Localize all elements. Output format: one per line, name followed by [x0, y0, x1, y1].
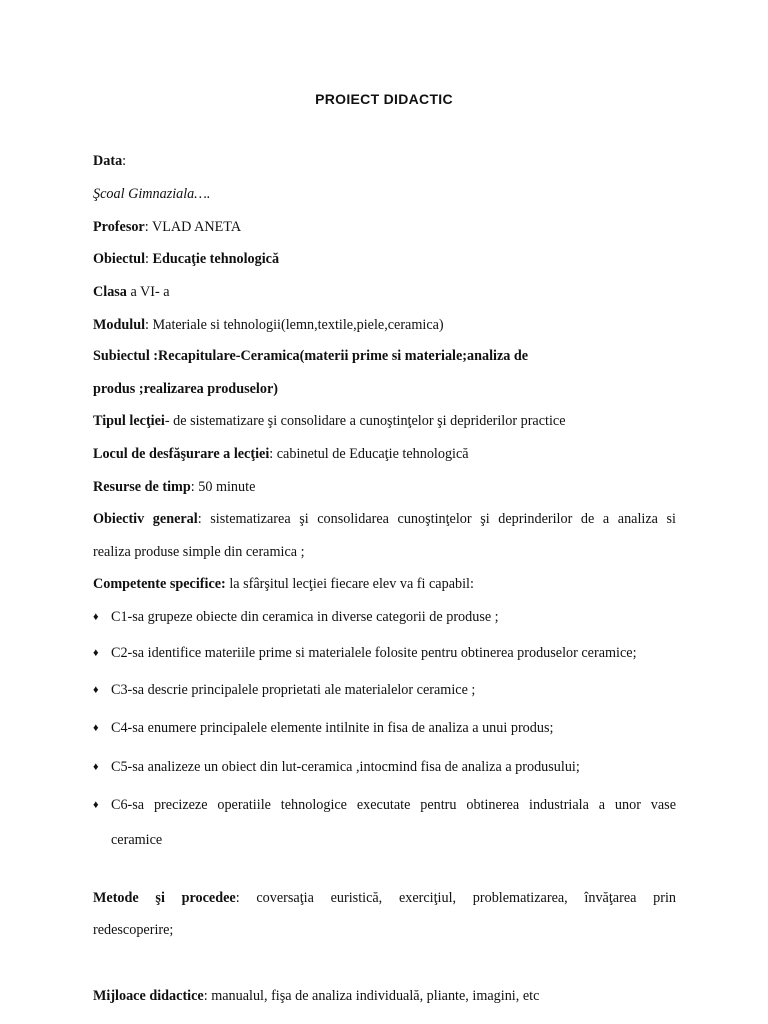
field-locul — [93, 445, 676, 463]
metode-line-2: redescoperire; — [93, 922, 174, 938]
profesor-label: Profesor — [93, 219, 145, 235]
field-obiectul — [93, 250, 676, 268]
modulul-value: : Materiale si tehnologii(lemn,textile,piele,ceramica) — [145, 317, 444, 333]
competence-item: C5-sa analizeze un obiect din lut-ceramica ,intocmind fisa de analiza a produsului; — [111, 759, 580, 775]
field-resurse — [93, 478, 676, 496]
locul-value: : cabinetul de Educaţie tehnologică — [269, 446, 469, 462]
locul-label: Locul de desfăşurare a lecţiei — [93, 446, 270, 462]
field-tipul — [93, 412, 676, 430]
metode-value: : coversaţia euristică, exerciţiul, problematizarea, învăţarea prin — [235, 890, 676, 906]
resurse-value: : 50 minute — [190, 479, 256, 495]
field-mijloace — [93, 987, 676, 1005]
obiectiv-line-1 — [93, 510, 676, 528]
competente-label: Competente specifice: — [93, 576, 226, 592]
tipul-label: Tipul lecţiei — [93, 413, 165, 429]
competence-item: C4-sa enumere principalele elemente intilnite in fisa de analiza a unui produs; — [111, 720, 554, 736]
field-data — [93, 152, 676, 170]
obiectiv-value: : sistematizarea şi consolidarea cunoştinţelor şi deprinderilor de a analiza si — [197, 511, 676, 527]
mijloace-label: Mijloace didactice — [93, 988, 204, 1004]
modulul-label: Modulul — [93, 317, 146, 333]
diamond-bullet-icon: ♦ — [93, 684, 99, 696]
competence-item: C1-sa grupeze obiecte din ceramica in diverse categorii de produse ; — [111, 609, 499, 625]
diamond-bullet-icon: ♦ — [93, 647, 99, 659]
obiectiv-label: Obiectiv general — [93, 511, 198, 527]
obiectul-label: Obiectul — [93, 251, 146, 267]
clasa-value: a VI- a — [126, 284, 170, 300]
clasa-label: Clasa — [93, 284, 127, 300]
diamond-bullet-icon: ♦ — [93, 722, 99, 734]
diamond-bullet-icon: ♦ — [93, 799, 99, 811]
field-profesor — [93, 218, 676, 236]
field-modulul — [93, 316, 676, 334]
tipul-value: - de sistematizare şi consolidare a cunoştinţelor şi depriderilor practice — [164, 413, 566, 429]
data-separator: : — [122, 153, 127, 169]
diamond-bullet-icon: ♦ — [93, 611, 99, 623]
obiectiv-line-2: realiza produse simple din ceramica ; — [93, 544, 305, 560]
profesor-value: : VLAD ANETA — [144, 219, 242, 235]
competence-item: C6-sa precizeze operatiile tehnologice executate pentru obtinerea industriala a unor vase — [111, 797, 676, 813]
competente-value: la sfârşitul lecţiei fiecare elev va fi capabil: — [225, 576, 474, 592]
metode-line-1 — [93, 889, 676, 907]
field-scoala: Şcoal Gimnaziala…. — [93, 186, 211, 202]
document-title: PROIECT DIDACTIC — [315, 91, 453, 107]
field-competente — [93, 575, 676, 593]
obiectul-value: Educaţie tehnologică — [152, 251, 280, 267]
mijloace-value: : manualul, fişa de analiza individuală, pliante, imagini, etc — [203, 988, 540, 1004]
competence-item: C3-sa descrie principalele proprietati ale materialelor ceramice ; — [111, 682, 476, 698]
obiectul-separator: : — [145, 251, 153, 267]
subiectul-line-1: Subiectul :Recapitulare-Ceramica(materii prime si materiale;analiza de — [93, 348, 529, 364]
diamond-bullet-icon: ♦ — [93, 761, 99, 773]
data-label: Data — [93, 153, 123, 169]
subiectul-line-2: produs ;realizarea produselor) — [93, 381, 278, 397]
competence-item-continuation: ceramice — [111, 832, 163, 848]
metode-label: Metode şi procedee — [93, 890, 236, 906]
competence-item: C2-sa identifice materiile prime si materialele folosite pentru obtinerea produselor ceramice; — [111, 645, 637, 661]
field-clasa — [93, 283, 676, 301]
resurse-label: Resurse de timp — [93, 479, 191, 495]
